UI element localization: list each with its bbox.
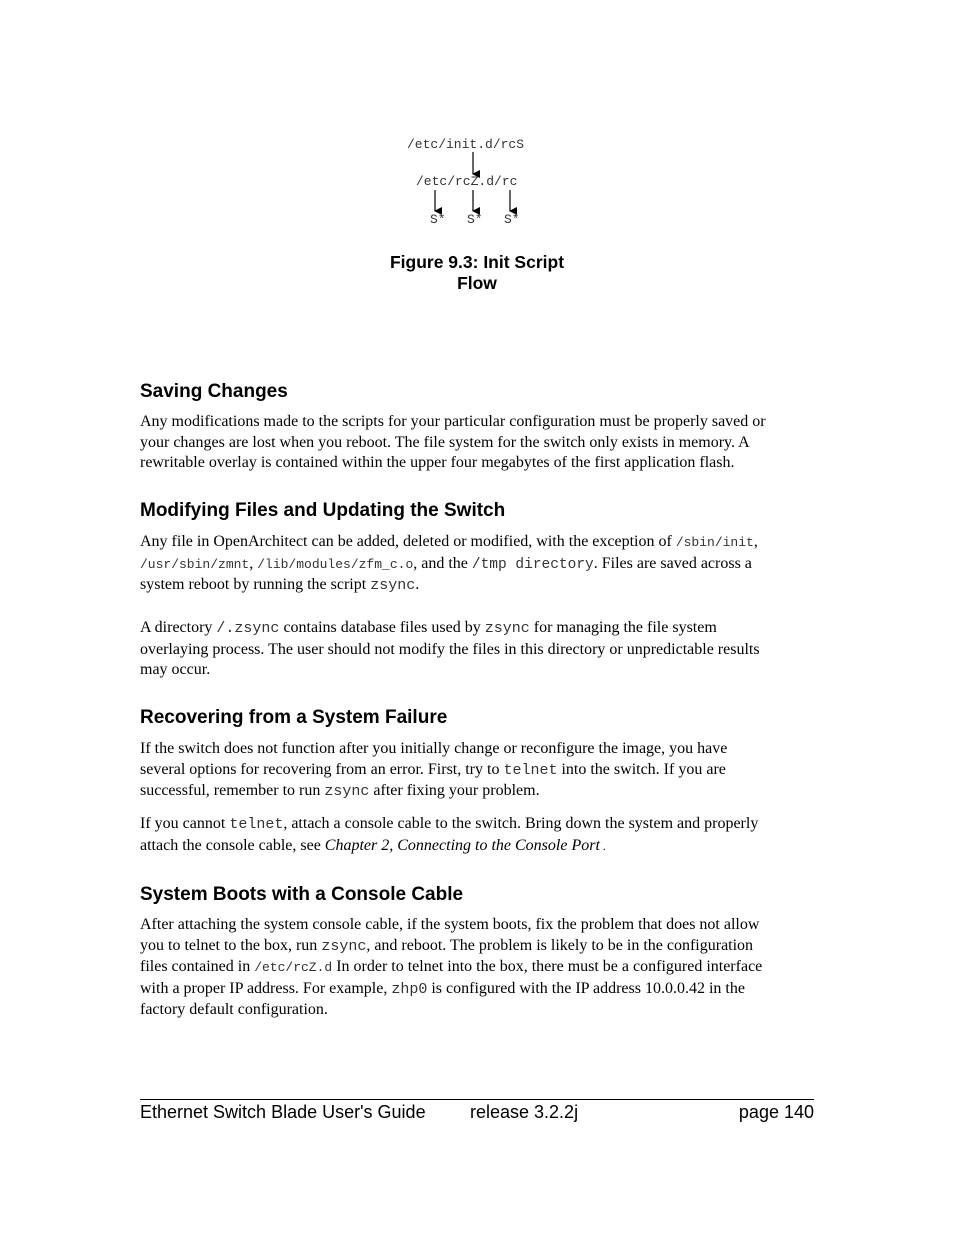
heading-console-cable: System Boots with a Console Cable	[140, 884, 464, 905]
text-line: system reboot by running the script zsync.	[140, 576, 420, 594]
text-line: successful, remember to run zsync after fixing your problem.	[140, 782, 540, 800]
paragraph-saving-changes	[140, 412, 820, 474]
text-line: Any file in OpenArchitect can be added, deleted or modified, with the exception of /sbin/init,	[140, 533, 758, 550]
paragraph-modifying-files-2	[140, 618, 820, 681]
code-telnet: telnet	[503, 761, 558, 779]
footer-page-number: page 140	[738, 1102, 814, 1122]
paragraph-recovering-2	[140, 814, 820, 856]
figure-script-s3: S*	[504, 212, 520, 227]
footer-title: Ethernet Switch Blade User's Guide	[140, 1102, 426, 1122]
figure-caption-line2: Flow	[457, 273, 497, 293]
text-line: If the switch does not function after you initially change or reconfigure the image, you have	[140, 740, 728, 757]
heading-recovering-system-failure: Recovering from a System Failure	[140, 707, 448, 728]
heading-saving-changes: Saving Changes	[140, 381, 288, 402]
text-line: may occur.	[140, 661, 211, 678]
code-etc-rcz-d: /etc/rcZ.d	[254, 960, 333, 975]
heading-modifying-files: Modifying Files and Updating the Switch	[140, 500, 506, 521]
text-line: A directory /.zsync contains database files used by zsync for managing the file system	[140, 619, 717, 637]
figure-top-path: /etc/init.d/rcS	[407, 137, 525, 152]
code-zsync: zsync	[321, 937, 367, 955]
text-line: factory default configuration.	[140, 1001, 328, 1018]
text-line: Any modifications made to the scripts for your particular configuration must be properly saved or	[140, 413, 766, 430]
code-zsync: zsync	[370, 577, 416, 594]
text-line: rewritable overlay is contained within the upper four megabytes of the first application flash.	[140, 454, 735, 471]
code-zsync-dir: /.zsync	[216, 620, 280, 637]
text-line: with a proper IP address. For example, zhp0 is configured with the IP address 10.0.0.42 in the	[140, 979, 745, 998]
footer-divider	[140, 1099, 814, 1100]
text-line: overlaying process. The user should not modify the files in this directory or unpredictable results	[140, 640, 760, 658]
paragraph-console-cable	[140, 915, 820, 1021]
code-zhp0: zhp0	[391, 980, 428, 998]
code-zsync: zsync	[324, 783, 370, 800]
footer-release: release 3.2.2j	[470, 1102, 579, 1122]
text-line: files contained in /etc/rcZ.d In order to telnet into the box, there must be a configured interface	[140, 958, 763, 975]
code-sbin-init: /sbin/init	[675, 535, 754, 550]
code-usr-sbin-zmnt: /usr/sbin/zmnt	[140, 556, 250, 572]
code-telnet: telnet	[229, 816, 284, 833]
code-tmp-directory: /tmp directory	[471, 556, 594, 573]
text-line: After attaching the system console cable, if the system boots, fix the problem that does not allow	[140, 916, 760, 933]
text-line: If you cannot telnet, attach a console cable to the switch. Bring down the system and properly	[140, 815, 759, 833]
figure-script-s2: S*	[467, 212, 483, 227]
text-line: you to telnet to the box, run zsync, and reboot. The problem is likely to be in the configuration	[140, 936, 754, 955]
figure-mid-path: /etc/rcZ.d/rc	[416, 174, 518, 189]
figure-caption	[340, 252, 614, 294]
figure-caption-line1: Figure 9.3: Init Script	[389, 252, 565, 272]
text-line: several options for recovering from an error. First, try to telnet into the switch. If you are	[140, 760, 726, 779]
code-zsync: zsync	[484, 620, 530, 637]
paragraph-recovering-1	[140, 739, 820, 803]
paragraph-modifying-files-1	[140, 532, 820, 597]
figure-script-s1: S*	[430, 212, 446, 227]
text-line: /usr/sbin/zmnt, /lib/modules/zfm_c.o, and the /tmp directory. Files are saved across a	[140, 554, 752, 573]
code-zfm-module: /lib/modules/zfm_c.o	[257, 556, 414, 572]
chapter-reference: Chapter 2, Connecting to the Console Port	[324, 836, 600, 854]
text-line: attach the console cable, see Chapter 2, Connecting to the Console Port .	[140, 836, 606, 854]
figure-arrows	[0, 0, 954, 240]
text-line: your changes are lost when you reboot. The file system for the switch only exists in memory. A	[140, 433, 750, 451]
